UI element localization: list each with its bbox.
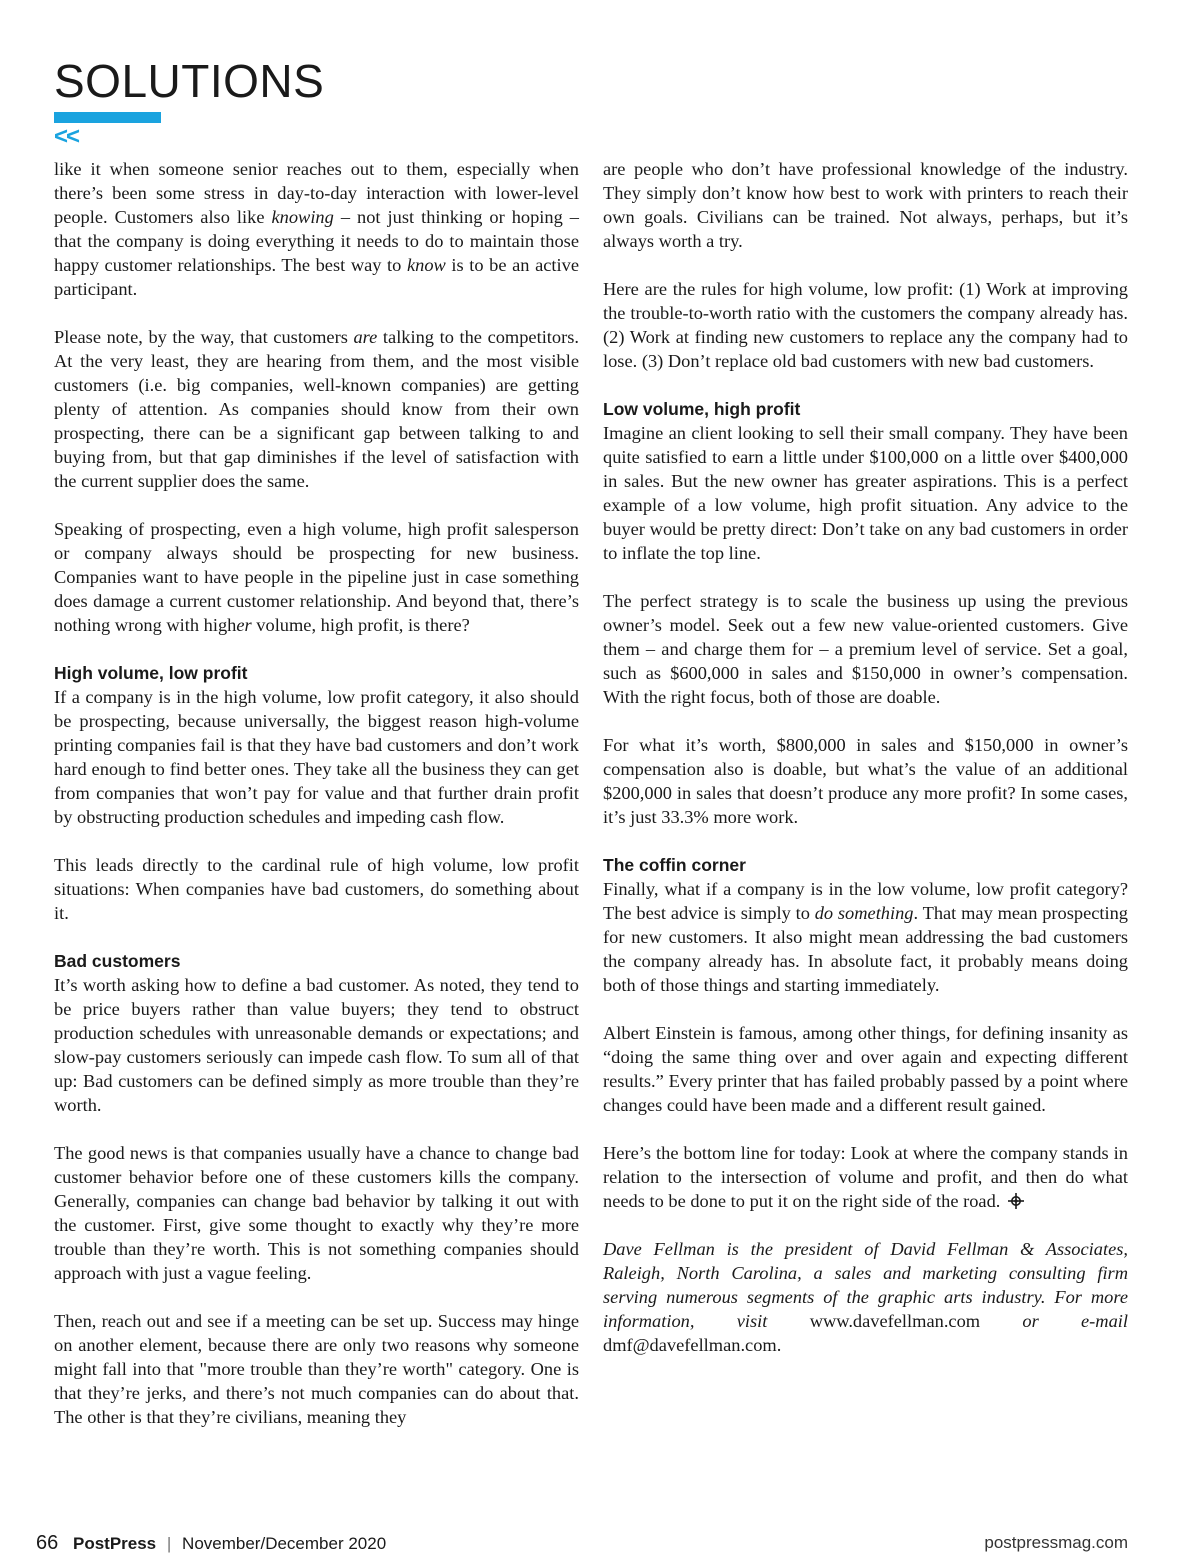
paragraph: Finally, what if a company is in the low volume, low profit category? The best advice is simply to do something. That may mean prospecting for new customers. It also might mean addressing the bad customers the company already has. In absolute fact, it probably means doing both of those things and starting immediately. [603,879,1129,995]
continued-arrows-icon: << [54,123,79,150]
author-bio: Dave Fellman is the president of David Fellman & Associates, Raleigh, North Carolina, a sales and marketing consulting firm serving numerous segments of the graphic arts industry. For more information, visit www.davefellman.com or e-mail dmf@davefellman.com. [603,1239,1129,1355]
paragraph: Here are the rules for high volume, low profit: (1) Work at improving the trouble-to-worth ratio with the customers the company already has. (2) Work at finding new customers to replace any the company had to lose. (3) Don’t replace old bad customers with new bad customers. [603,279,1128,371]
paragraph: The good news is that companies usually have a chance to change bad customer behavior before one of these customers kills the company. Generally, companies can change bad behavior by talking it out with the customer. First, give some thought to exactly why they’re more trouble than they’re worth. This is not something companies should approach with just a vague feeling. [54,1143,579,1283]
author-email-link[interactable]: dmf@davefellman.com [603,1335,777,1355]
paragraph: For what it’s worth, $800,000 in sales and $150,000 in owner’s compensation also is doable, but what’s the value of an additional $200,000 in sales that doesn’t produce any more profit? In some cases, it’s just 33.3% more work. [603,735,1128,827]
paragraph: Here’s the bottom line for today: Look at where the company stands in relation to the intersection of volume and profit, and then do what needs to be done to put it on the right side of the road. [603,1143,1128,1211]
paragraph: Then, reach out and see if a meeting can be set up. Success may hinge on another element, because there are only two reasons why someone might fall into that "more trouble than they’re worth" category. One is that they’re jerks, and there’s not much companies can do about that. The other is that they’re civilians, meaning they [54,1311,579,1427]
right-column [603,157,1128,1357]
subheading-bad-customers: Bad customers [54,951,181,971]
paragraph: Albert Einstein is famous, among other things, for defining insanity as “doing the same thing over and over again and expecting different results.” Every printer that has failed probably passed by a point where changes could have been made and a different result gained. [603,1023,1128,1115]
subheading-high-volume-low-profit: High volume, low profit [54,663,248,683]
footer-website[interactable]: postpressmag.com [984,1533,1128,1552]
subheading-low-volume-high-profit: Low volume, high profit [603,399,801,419]
subheading-coffin-corner: The coffin corner [603,855,746,875]
paragraph: It’s worth asking how to define a bad customer. As noted, they tend to be price buyers rather than value buyers; they tend to obstruct production schedules with unreasonable demands or expectations; and slow-pay customers seriously can impede cash flow. To sum all of that up: Bad customers can be defined simply as more trouble than they’re worth. [54,975,579,1115]
paragraph: are people who don’t have professional knowledge of the industry. They simply don’t know how best to work with printers to reach their own goals. Civilians can be trained. Not always, perhaps, but it’s always worth a try. [603,159,1128,251]
left-column [54,157,579,1429]
paragraph: Please note, by the way, that customers are talking to the competitors. At the very least, they are hearing from them, and the most visible customers (i.e. big companies, well-known companies) are getting plenty of attention. As companies should know from their own prospecting, there can be a significant gap between talking to and buying from, but that gap diminishes if the level of satisfaction with the current supplier does the same. [54,327,579,491]
page-number: 66 [36,1532,59,1554]
author-website-link[interactable]: www.davefellman.com [809,1311,981,1331]
issue-date: November/December 2020 [182,1534,387,1553]
page-footer [36,1531,1128,1556]
paragraph: like it when someone senior reaches out to them, especially when there’s been some stress in day-to-day interaction with lower-level people. Customers also like knowing – not just thinking or hoping – that the company is doing everything it needs to do to maintain those happy customer relationships. The best way to know is to be an active participant. [54,159,579,299]
paragraph: Imagine an client looking to sell their small company. They have been quite satisfied to earn a little under $100,000 on a little over $400,000 in sales. But the new owner has greater aspirations. This is a perfect example of a low volume, high profit situation. Any advice to the buyer would be pretty direct: Don’t take on any bad customers in order to inflate the top line. [603,423,1128,563]
publication-name: PostPress [72,1534,157,1553]
paragraph: Speaking of prospecting, even a high volume, high profit salesperson or company always should be prospecting for new business. Companies want to have people in the pipeline just in case something does damage a current customer relationship. And beyond that, there’s nothing wrong with higher volume, high profit, is there? [54,519,579,635]
paragraph: This leads directly to the cardinal rule of high volume, low profit situations: When companies have bad customers, do something about it. [54,855,579,923]
paragraph: The perfect strategy is to scale the business up using the previous owner’s model. Seek out a few new value-oriented customers. Give them – and charge them for – a premium level of service. Set a goal, such as $600,000 in sales and $150,000 in owner’s compensation. With the right focus, both of those are doable. [603,591,1128,707]
crosshair-end-mark-icon [1008,1193,1024,1209]
section-title: SOLUTIONS [54,55,325,107]
footer-separator: | [166,1534,172,1553]
paragraph: If a company is in the high volume, low profit category, it also should be prospecting, because universally, the biggest reason high-volume printing companies fail is that they have bad customers and don’t work hard enough to find better ones. They take all the business they can get from companies that won’t pay for value and that further drain profit by obstructing production schedules and impeding cash flow. [54,687,579,827]
section-accent-bar [54,112,161,123]
